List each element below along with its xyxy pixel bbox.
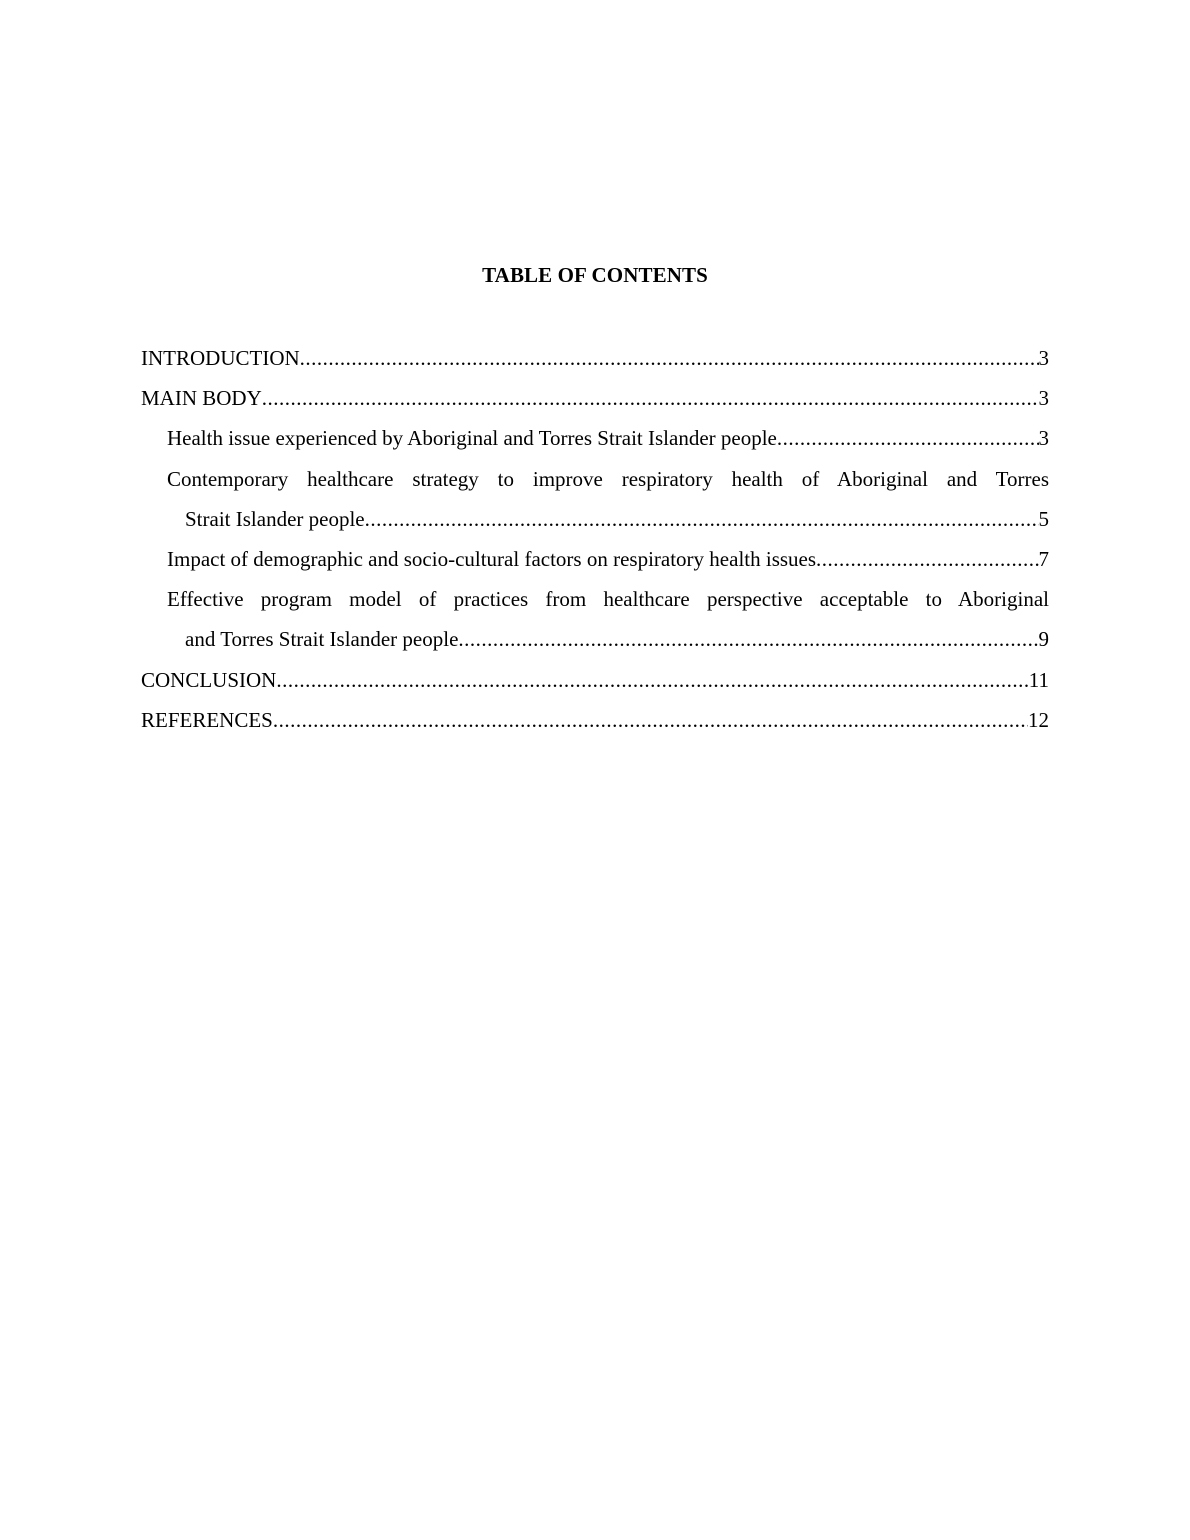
- toc-page-number: 5: [1038, 506, 1049, 531]
- dot-leader: [273, 700, 1028, 740]
- toc-entry-label-line-2: and Torres Strait Islander people: [185, 627, 459, 652]
- toc-entry-health-issue[interactable]: [167, 418, 1049, 458]
- dot-leader: [458, 619, 1038, 659]
- toc-entry-conclusion[interactable]: [141, 660, 1049, 700]
- toc-page-number: 11: [1028, 667, 1049, 692]
- toc-entry-label: INTRODUCTION: [141, 346, 300, 370]
- dot-leader: [816, 539, 1038, 579]
- toc-entry-main-body[interactable]: [141, 378, 1049, 418]
- toc-entry-impact-factors[interactable]: [167, 539, 1049, 579]
- toc-entry-effective-program[interactable]: [167, 579, 1049, 659]
- toc-entry-label: CONCLUSION: [141, 667, 277, 692]
- toc-title: TABLE OF CONTENTS: [482, 263, 708, 287]
- dot-leader: [276, 660, 1028, 700]
- toc-entry-contemporary-strategy[interactable]: [167, 459, 1049, 539]
- toc-entry-introduction[interactable]: [141, 338, 1049, 378]
- toc-page-number: 9: [1038, 627, 1049, 652]
- toc-entry-label-line-1: Contemporary healthcare strategy to improve respiratory health of Aboriginal and Torres: [167, 466, 1049, 491]
- dot-leader: [300, 338, 1039, 378]
- toc-entry-references[interactable]: [141, 700, 1049, 740]
- toc-entry-label: Health issue experienced by Aboriginal and Torres Strait Islander people: [167, 426, 777, 451]
- dot-leader: [777, 418, 1039, 458]
- toc-list: [141, 338, 1049, 740]
- dot-leader: [262, 378, 1039, 418]
- toc-entry-label: Impact of demographic and socio-cultural factors on respiratory health issues: [167, 547, 817, 572]
- toc-entry-label-line-1: Effective program model of practices from healthcare perspective acceptable to Aboriginal: [167, 587, 1049, 612]
- toc-entry-label-line-2: Strait Islander people: [185, 506, 365, 531]
- toc-page-number: 3: [1038, 426, 1049, 451]
- toc-entry-label: MAIN BODY: [141, 386, 262, 411]
- dot-leader: [365, 499, 1039, 539]
- toc-page-number: 7: [1038, 547, 1049, 572]
- toc-page-number: 3: [1038, 346, 1049, 370]
- toc-page-number: 12: [1028, 707, 1049, 732]
- toc-page-number: 3: [1038, 386, 1049, 411]
- toc-entry-label: REFERENCES: [141, 707, 273, 732]
